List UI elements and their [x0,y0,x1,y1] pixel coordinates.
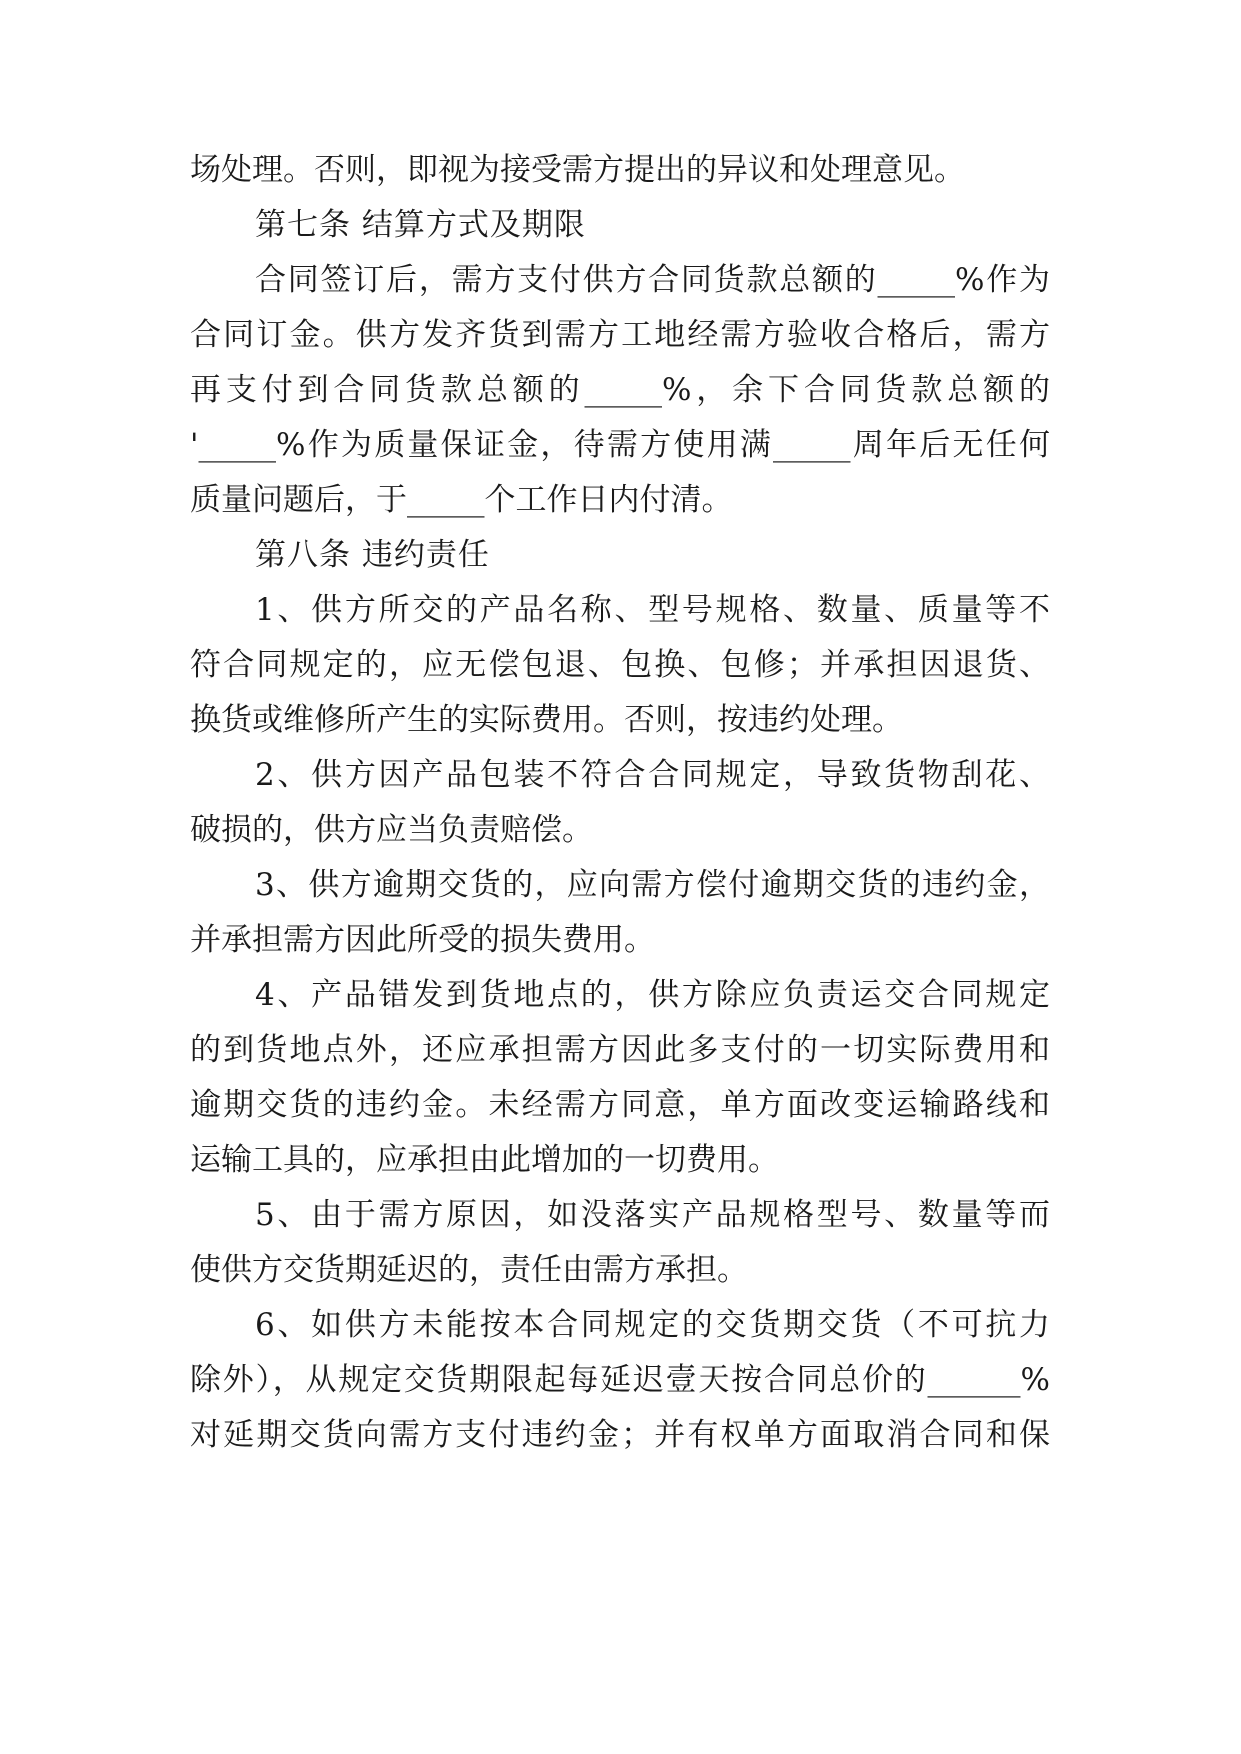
paragraph-line: 场处理。否则，即视为接受需方提出的异议和处理意见。 [190,152,965,188]
paragraph-line: 合同订金。供方发齐货到需方工地经需方验收合格后，需方 [190,317,1050,353]
paragraph-line: 1、供方所交的产品名称、型号规格、数量、质量等不 [255,592,1050,628]
paragraph-line: 再支付到合同货款总额的_____%，余下合同货款总额的 [190,372,1050,408]
paragraph-line: 4、产品错发到货地点的，供方除应负责运交合同规定 [255,977,1050,1013]
paragraph-line: 对延期交货向需方支付违约金；并有权单方面取消合同和保 [190,1417,1050,1453]
paragraph-line: 除外），从规定交货期限起每延迟壹天按合同总价的______% [190,1362,1050,1398]
paragraph-line: 破损的，供方应当负责赔偿。 [190,812,593,848]
paragraph-line: 换货或维修所产生的实际费用。否则，按违约处理。 [190,702,903,738]
paragraph-line: 符合同规定的，应无偿包退、包换、包修；并承担因退货、 [190,647,1050,683]
section-heading-article-7: 第七条 结算方式及期限 [255,207,586,243]
paragraph-line: 逾期交货的违约金。未经需方同意，单方面改变运输路线和 [190,1087,1050,1123]
paragraph-line: 3、供方逾期交货的，应向需方偿付逾期交货的违约金， [255,867,1050,903]
paragraph-line: 质量问题后，于_____个工作日内付清。 [190,482,733,518]
paragraph-line: 2、供方因产品包装不符合合同规定，导致货物刮花、 [255,757,1050,793]
section-heading-article-8: 第八条 违约责任 [255,537,490,573]
paragraph-line: 5、由于需方原因，如没落实产品规格型号、数量等而 [255,1197,1050,1233]
paragraph-line: 的到货地点外，还应承担需方因此多支付的一切实际费用和 [190,1032,1050,1068]
paragraph-line: 运输工具的，应承担由此增加的一切费用。 [190,1142,779,1178]
paragraph-line: 合同签订后，需方支付供方合同货款总额的_____%作为 [255,262,1050,298]
paragraph-line: 使供方交货期延迟的，责任由需方承担。 [190,1252,748,1288]
paragraph-line: 并承担需方因此所受的损失费用。 [190,922,655,958]
paragraph-line: '_____%作为质量保证金，待需方使用满_____周年后无任何 [190,427,1050,463]
paragraph-line: 6、如供方未能按本合同规定的交货期交货（不可抗力 [255,1307,1050,1343]
